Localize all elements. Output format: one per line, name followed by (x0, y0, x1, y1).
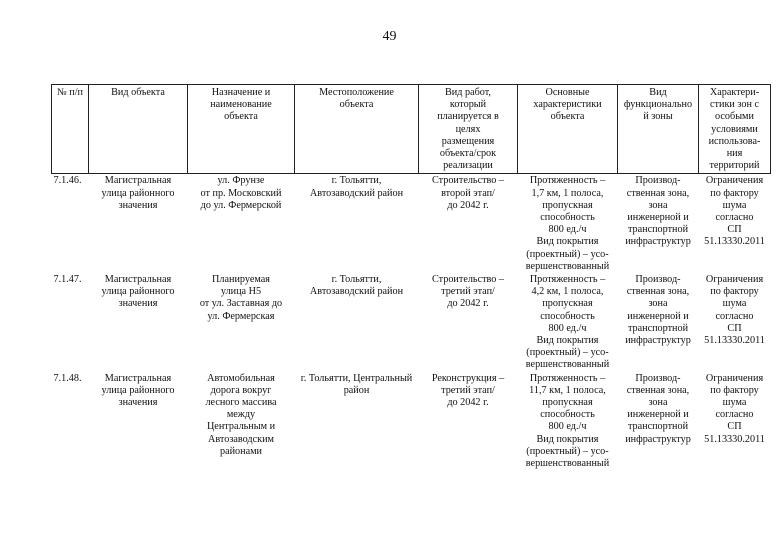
row-characteristics: Протяженность – 4,2 км, 1 полоса, пропускная способность 800 ед./ч Вид покрытия (проектный) – усо- вершенствованный (525, 274, 610, 371)
page-number: 49 (382, 29, 397, 44)
header-object-type: Вид объекта (89, 85, 188, 174)
row-number: 7.1.48. (53, 372, 82, 384)
header-zone-restrictions: Характери- стики зон с особыми условиями использова- ния территорий (699, 85, 771, 174)
row-functional-zone: Производ- ственная зона, зона инженерной и транспортной инфраструктур (625, 274, 691, 347)
row-object-type: Магистральная улица районного значения (101, 175, 175, 211)
header-work-type: Вид работ, который планируется в целях размещения объекта/срок реализации (419, 85, 518, 174)
table-row (52, 273, 771, 372)
table-row (52, 174, 771, 273)
row-functional-zone: Производ- ственная зона, зона инженерной и транспортной инфраструктур (625, 175, 691, 248)
header-number: № п/п (52, 85, 89, 174)
row-object-type: Магистральная улица районного значения (101, 274, 175, 310)
row-object-name: Планируемая улица Н5 от ул. Заставная до ул. Фермерская (199, 274, 283, 322)
row-number: 7.1.46. (53, 175, 82, 187)
header-characteristics: Основные характеристики объекта (518, 85, 618, 174)
row-location: г. Тольятти, Центральный район (300, 372, 413, 396)
table-header-row (52, 85, 771, 174)
header-location: Местоположение объекта (295, 85, 419, 174)
row-location: г. Тольятти, Автозаводский район (309, 274, 404, 298)
objects-table (51, 84, 771, 470)
row-location: г. Тольятти, Автозаводский район (309, 175, 404, 199)
row-zone-restrictions: Ограничения по фактору шума согласно СП 51.13330.2011 (704, 274, 765, 347)
row-zone-restrictions: Ограничения по фактору шума согласно СП 51.13330.2011 (704, 372, 765, 445)
row-object-name: Автомобильная дорога вокруг лесного массива между Центральным и Автозаводским районами (205, 372, 277, 457)
header-functional-zone: Вид функционально й зоны (618, 85, 699, 174)
row-zone-restrictions: Ограничения по фактору шума согласно СП 51.13330.2011 (704, 175, 765, 248)
row-functional-zone: Производ- ственная зона, зона инженерной и транспортной инфраструктур (625, 372, 691, 445)
row-work-type: Реконструкция – третий этап/ до 2042 г. (431, 372, 505, 409)
row-characteristics: Протяженность – 11,7 км, 1 полоса, пропускная способность 800 ед./ч Вид покрытия (проектный) – усо- вершенствованный (525, 372, 610, 470)
row-characteristics: Протяженность – 1,7 км, 1 полоса, пропускная способность 800 ед./ч Вид покрытия (проектный) – усо- вершенствованный (525, 175, 610, 272)
row-work-type: Строительство – второй этап/ до 2042 г. (431, 175, 505, 211)
header-object-name: Назначение и наименование объекта (188, 85, 295, 174)
row-object-type: Магистральная улица районного значения (101, 372, 175, 409)
row-object-name: ул. Фрунзе от пр. Московский до ул. Фермерской (200, 175, 282, 211)
table-row (52, 372, 771, 471)
row-number: 7.1.47. (53, 274, 82, 286)
row-work-type: Строительство – третий этап/ до 2042 г. (431, 274, 505, 310)
